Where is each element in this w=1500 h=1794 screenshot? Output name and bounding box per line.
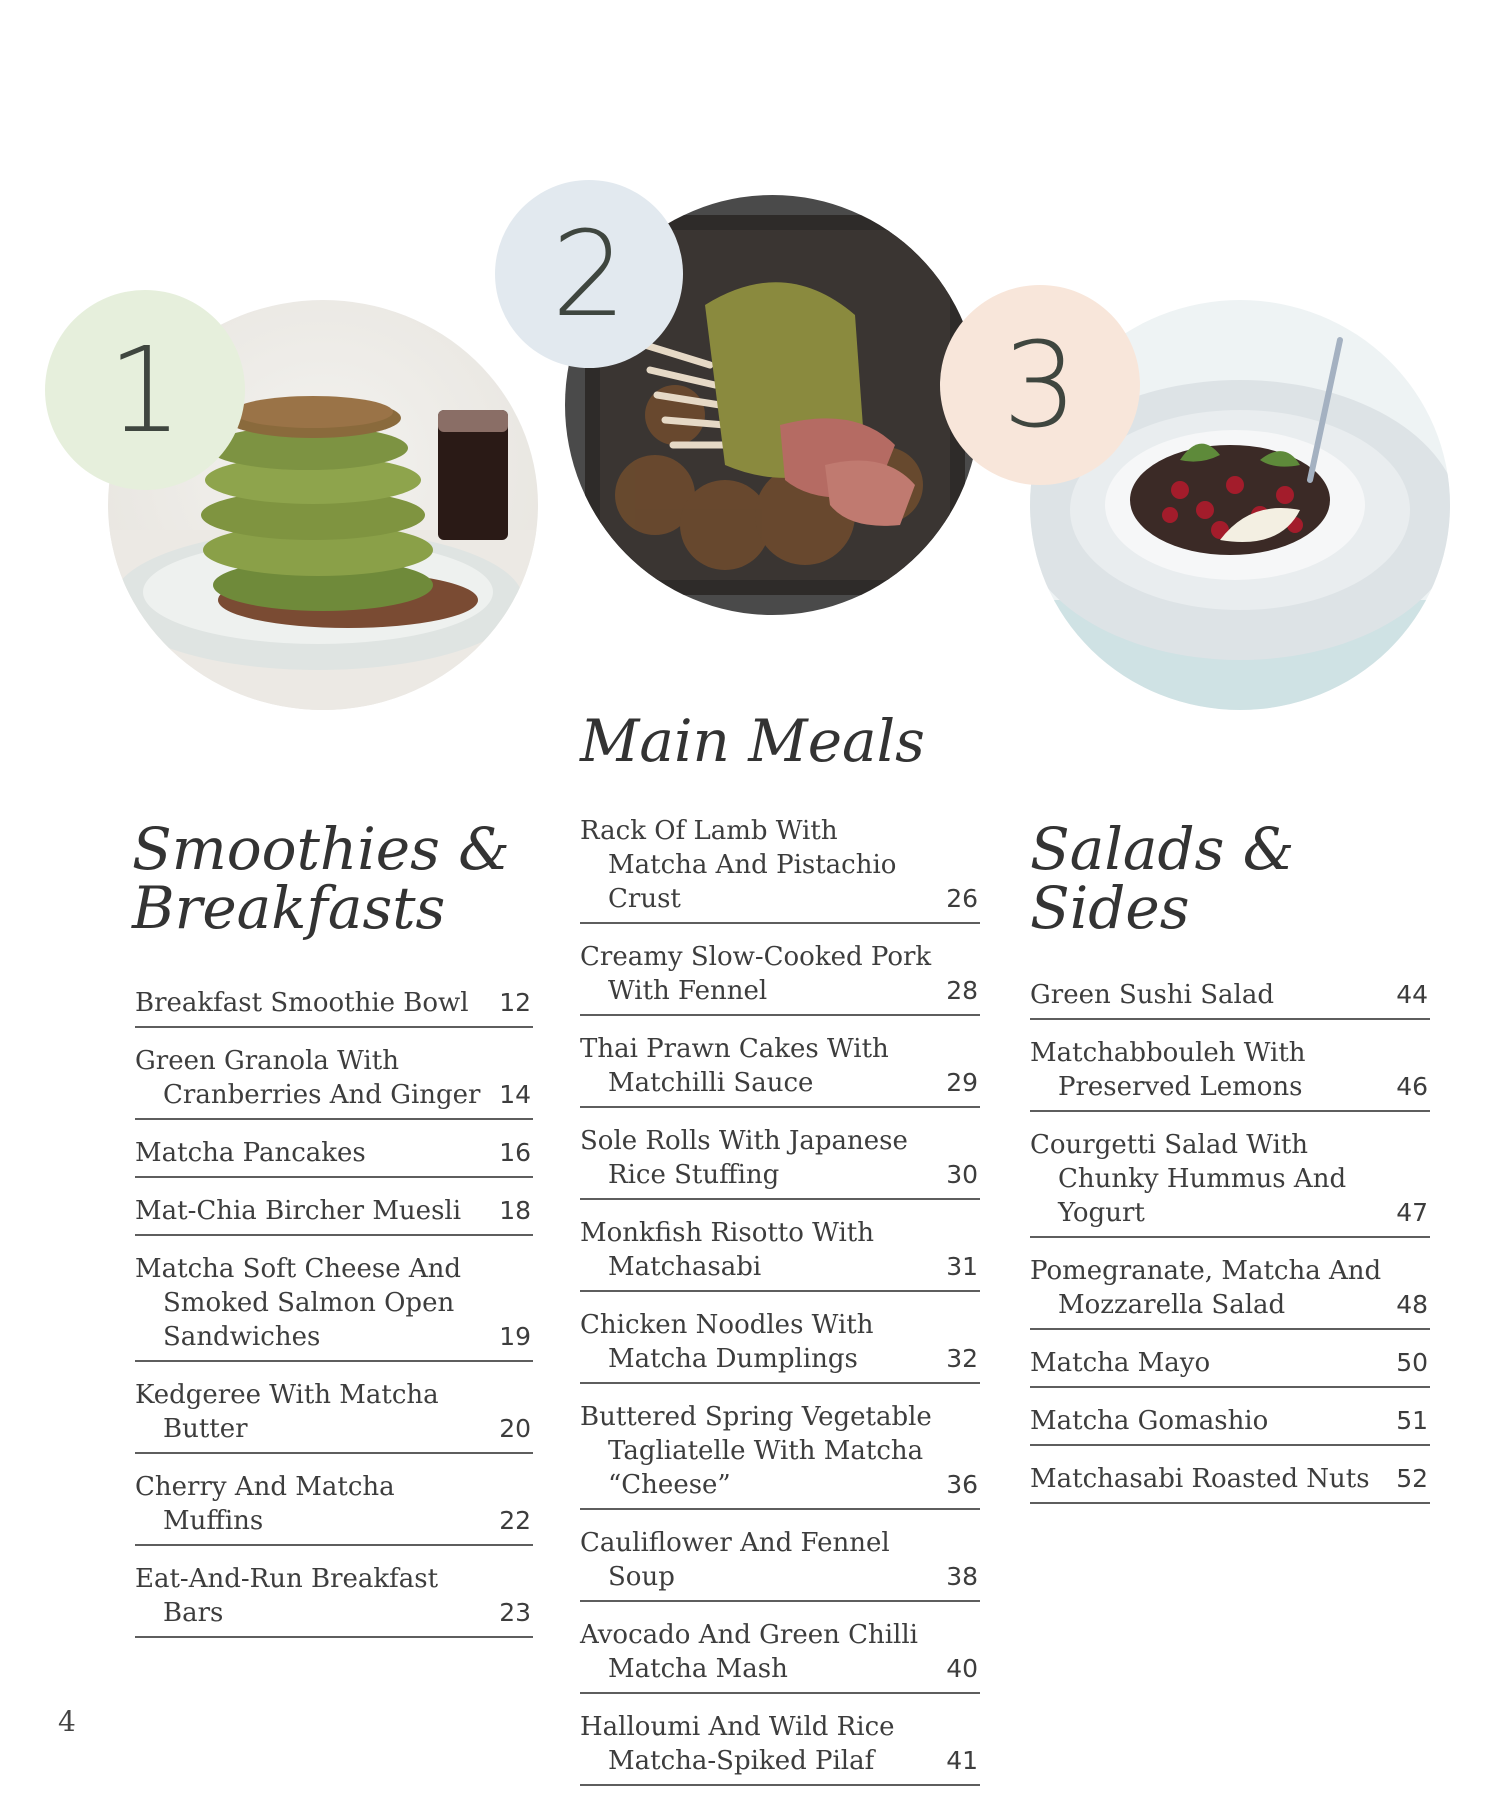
toc-entry: [135, 1036, 533, 1120]
toc-entry: [580, 1518, 980, 1602]
toc-entry: [1030, 1120, 1430, 1238]
toc-entry: [1030, 1338, 1430, 1388]
toc-entry: [580, 1116, 980, 1200]
toc-entry-page-number: 30: [946, 1160, 978, 1189]
toc-entry-title: Matcha Pancakes: [135, 1138, 366, 1168]
section-heading-smoothies-breakfasts: Smoothies & Breakfasts: [132, 815, 510, 943]
toc-entry-page-number: 48: [1396, 1290, 1428, 1319]
toc-entry: [135, 1186, 533, 1236]
toc-entry-page-number: 52: [1396, 1464, 1428, 1493]
toc-entry-title: Avocado And Green Chilli Matcha Mash: [580, 1620, 918, 1684]
toc-entry-page-number: 47: [1396, 1198, 1428, 1227]
section-number-1: 1: [45, 290, 245, 490]
toc-entry: [135, 1370, 533, 1454]
toc-entry: [135, 1462, 533, 1546]
toc-entry-page-number: 29: [946, 1068, 978, 1097]
toc-list-salads-sides: [1030, 970, 1430, 1512]
toc-entry: [580, 1024, 980, 1108]
toc-entry: [1030, 1396, 1430, 1446]
toc-entry: [580, 1610, 980, 1694]
toc-entry-page-number: 38: [946, 1562, 978, 1591]
toc-entry-page-number: 18: [499, 1196, 531, 1225]
toc-entry: [580, 1208, 980, 1292]
toc-entry-title: Cauliflower And Fennel Soup: [580, 1528, 890, 1592]
toc-entry-page-number: 12: [499, 988, 531, 1017]
toc-entry-title: Breakfast Smoothie Bowl: [135, 988, 469, 1018]
toc-entry-title: Matcha Soft Cheese And Smoked Salmon Open Sandwiches: [135, 1254, 462, 1352]
toc-entry-page-number: 28: [946, 976, 978, 1005]
toc-entry-title: Monkfish Risotto With Matchasabi: [580, 1218, 874, 1282]
section-heading-salads-sides: Salads & Sides: [1030, 815, 1295, 943]
toc-entry-title: Rack Of Lamb With Matcha And Pistachio Crust: [580, 816, 897, 914]
section-number-2: 2: [495, 180, 683, 368]
toc-entry-page-number: 41: [946, 1746, 978, 1775]
toc-entry-title: Courgetti Salad With Chunky Hummus And Yogurt: [1030, 1130, 1347, 1228]
toc-entry: [580, 1702, 980, 1786]
toc-entry-page-number: 19: [499, 1322, 531, 1351]
toc-entry-title: Matchabbouleh With Preserved Lemons: [1030, 1038, 1306, 1102]
page-number: 4: [58, 1705, 76, 1738]
toc-entry: [135, 1128, 533, 1178]
toc-list-main-meals: [580, 806, 980, 1794]
toc-entry-title: Kedgeree With Matcha Butter: [135, 1380, 439, 1444]
toc-entry-title: Matcha Gomashio: [1030, 1406, 1269, 1436]
toc-entry-page-number: 16: [499, 1138, 531, 1167]
toc-list-smoothies-breakfasts: [135, 978, 533, 1646]
toc-entry-title: Chicken Noodles With Matcha Dumplings: [580, 1310, 874, 1374]
toc-entry: [135, 1244, 533, 1362]
toc-entry-title: Pomegranate, Matcha And Mozzarella Salad: [1030, 1256, 1382, 1320]
toc-entry-title: Matchasabi Roasted Nuts: [1030, 1464, 1370, 1494]
toc-entry-title: Thai Prawn Cakes With Matchilli Sauce: [580, 1034, 889, 1098]
toc-entry-title: Sole Rolls With Japanese Rice Stuffing: [580, 1126, 908, 1190]
toc-entry-page-number: 23: [499, 1598, 531, 1627]
toc-entry-title: Matcha Mayo: [1030, 1348, 1211, 1378]
toc-entry: [580, 932, 980, 1016]
toc-entry-page-number: 44: [1396, 980, 1428, 1009]
toc-entry-page-number: 51: [1396, 1406, 1428, 1435]
toc-entry-title: Eat-And-Run Breakfast Bars: [135, 1564, 439, 1628]
toc-entry-title: Creamy Slow-Cooked Pork With Fennel: [580, 942, 932, 1006]
section-number-3: 3: [940, 285, 1140, 485]
toc-entry-page-number: 31: [946, 1252, 978, 1281]
toc-entry-page-number: 32: [946, 1344, 978, 1373]
toc-entry-page-number: 14: [499, 1080, 531, 1109]
toc-entry-title: Cherry And Matcha Muffins: [135, 1472, 395, 1536]
toc-entry: [1030, 970, 1430, 1020]
toc-entry-page-number: 22: [499, 1506, 531, 1535]
toc-entry: [580, 806, 980, 924]
toc-entry-title: Mat-Chia Bircher Muesli: [135, 1196, 462, 1226]
toc-entry: [1030, 1028, 1430, 1112]
toc-entry-page-number: 26: [946, 884, 978, 913]
toc-entry-title: Green Sushi Salad: [1030, 980, 1274, 1010]
section-heading-main-meals: Main Meals: [580, 707, 925, 775]
toc-entry-page-number: 50: [1396, 1348, 1428, 1377]
toc-entry: [580, 1300, 980, 1384]
toc-entry-title: Halloumi And Wild Rice Matcha-Spiked Pilaf: [580, 1712, 895, 1776]
toc-entry-title: Buttered Spring Vegetable Tagliatelle With Matcha “Cheese”: [580, 1402, 932, 1500]
toc-entry-page-number: 36: [946, 1470, 978, 1499]
toc-entry: [1030, 1246, 1430, 1330]
toc-entry: [1030, 1454, 1430, 1504]
toc-entry: [135, 978, 533, 1028]
toc-entry-page-number: 46: [1396, 1072, 1428, 1101]
toc-entry-title: Green Granola With Cranberries And Ginger: [135, 1046, 481, 1110]
toc-entry-page-number: 20: [499, 1414, 531, 1443]
toc-entry-page-number: 40: [946, 1654, 978, 1683]
toc-entry: [135, 1554, 533, 1638]
toc-entry: [580, 1392, 980, 1510]
